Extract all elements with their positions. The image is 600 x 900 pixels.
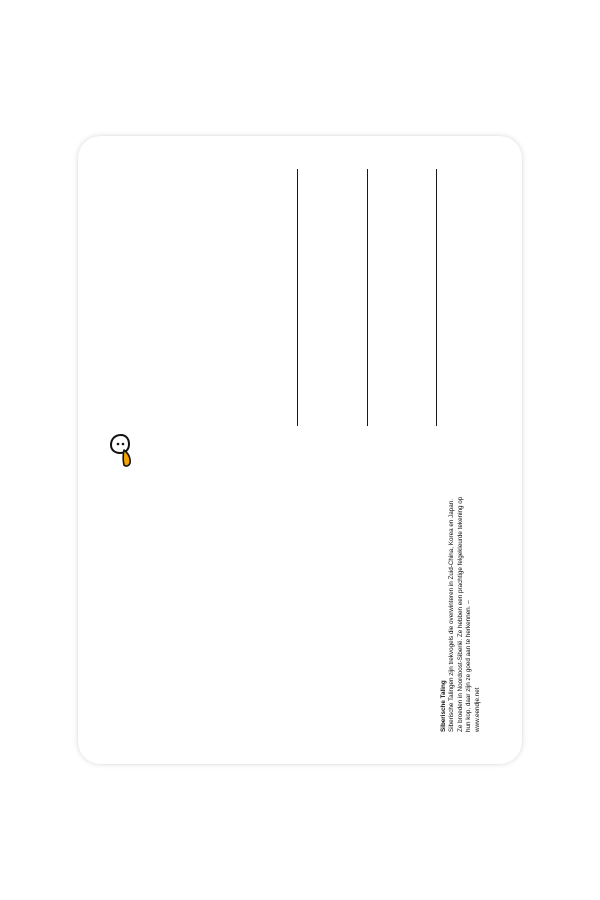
postcard-back xyxy=(78,136,522,764)
website-link[interactable]: www.eendje.net xyxy=(473,687,481,732)
address-line xyxy=(297,169,298,426)
species-info xyxy=(440,490,496,732)
species-info-text xyxy=(440,490,482,732)
address-line xyxy=(367,169,368,426)
duck-head-icon xyxy=(109,433,139,471)
species-title: Siberische Taling xyxy=(440,680,447,732)
species-description: Siberische Talingen zijn trekvogels die overwinteren in Zuid-China, Korea en Japan. Ze broeden in Noordoost-Siberië. Ze hebben een prachtige felgekleurde tekening op hun kop, daar zijn ze goed aan te herkennen. – xyxy=(448,496,473,732)
address-line xyxy=(436,169,437,426)
